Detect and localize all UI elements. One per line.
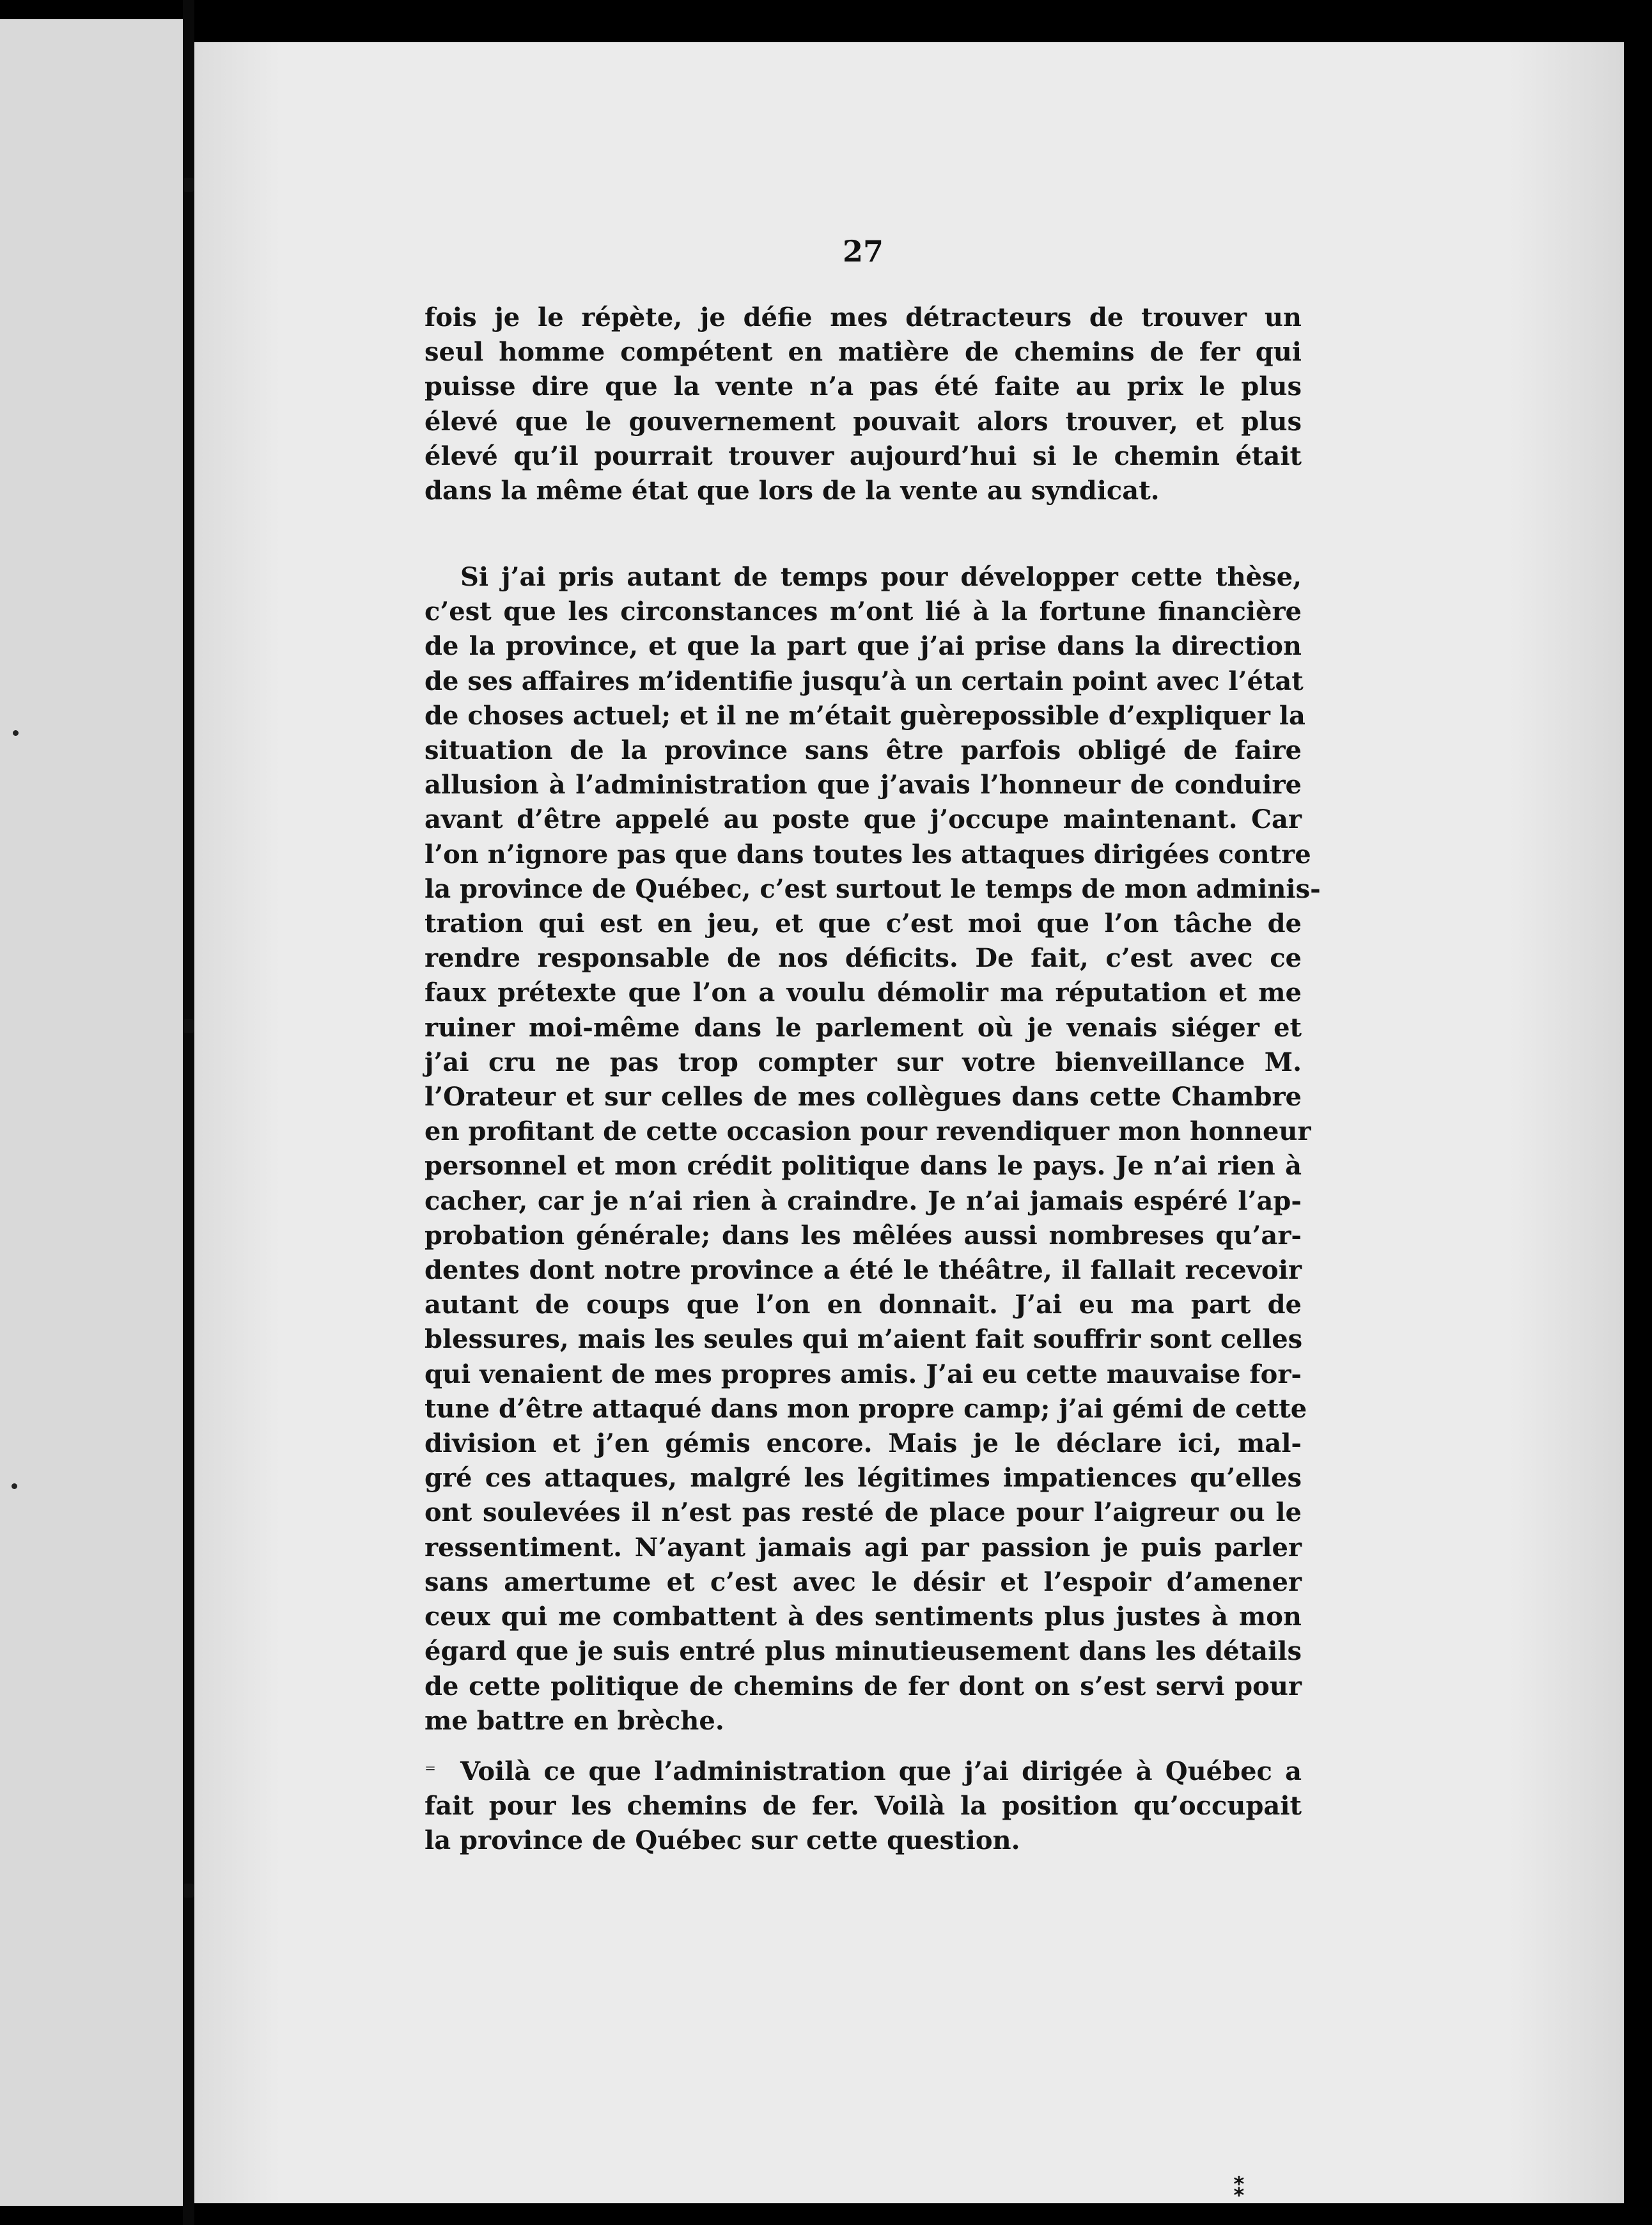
text-line: faux prétexte que l’on a voulu démolir ma réputation et me <box>425 978 1302 1008</box>
text-line: personnel et mon crédit politique dans le pays. Je n’ai rien à <box>425 1151 1302 1182</box>
text-line: la province de Québec sur cette question. <box>425 1825 1020 1856</box>
text-line: gré ces attaques, malgré les légitimes impatiences qu’elles <box>425 1463 1302 1494</box>
binding-mark <box>183 1019 194 1033</box>
text-line: seul homme compétent en matière de chemins de fer qui <box>425 337 1302 368</box>
margin-speck <box>13 730 19 736</box>
text-line: élevé que le gouvernement pouvait alors trouver, et plus <box>425 406 1302 437</box>
text-line: tune d’être attaqué dans mon propre camp; j’ai gémi de cette <box>425 1393 1307 1424</box>
text-line: dans la même état que lors de la vente au syndicat. <box>425 476 1160 506</box>
page-number: 27 <box>843 234 884 269</box>
ink-blot: ⁑ <box>1233 2173 1246 2203</box>
text-line: autant de coups que l’on en donnait. J’ai eu ma part de <box>425 1290 1302 1320</box>
text-line: Voilà ce que l’administration que j’ai dirigée à Québec a <box>460 1756 1302 1786</box>
text-line: Si j’ai pris autant de temps pour développer cette thèse, <box>460 562 1302 592</box>
text-line: j’ai cru ne pas trop compter sur votre bienveillance M. <box>425 1047 1302 1077</box>
text-line: qui venaient de mes propres amis. J’ai eu cette mauvaise for- <box>425 1359 1302 1389</box>
binding-mark <box>183 178 194 192</box>
paragraph-1 <box>425 301 1302 508</box>
text-line: tration qui est en jeu, et que c’est moi que l’on tâche de <box>425 909 1302 939</box>
text-line: ressentiment. N’ayant jamais agi par passion je puis parler <box>425 1532 1302 1563</box>
left-page-margin <box>0 19 183 2206</box>
page-gutter <box>183 0 194 2225</box>
text-line: ont soulevées il n’est pas resté de place pour l’aigreur ou le <box>425 1497 1302 1528</box>
text-line: probation générale; dans les mêlées aussi nombreses qu’ar- <box>425 1220 1302 1251</box>
text-line: blessures, mais les seules qui m’aient fait souffrir sont celles <box>425 1324 1303 1355</box>
text-line: de la province, et que la part que j’ai prise dans la direction <box>425 631 1302 662</box>
paragraph-3 <box>425 1754 1302 1859</box>
text-line: dentes dont notre province a été le théâtre, il fallait recevoir <box>425 1255 1302 1286</box>
text-line: de cette politique de chemins de fer dont on s’est servi pour <box>425 1671 1302 1701</box>
text-line: de ses affaires m’identifie jusqu’à un certain point avec l’état <box>425 666 1304 696</box>
text-line: égard que je suis entré plus minutieusement dans les détails <box>425 1636 1302 1667</box>
text-line: division et j’en gémis encore. Mais je le déclare ici, mal- <box>425 1428 1302 1459</box>
binding-mark <box>183 1884 194 1898</box>
text-line: en profitant de cette occasion pour revendiquer mon honneur <box>425 1116 1311 1147</box>
text-line: situation de la province sans être parfois obligé de faire <box>425 735 1302 766</box>
text-line: l’on n’ignore pas que dans toutes les attaques dirigées contre <box>425 839 1311 870</box>
text-line: cacher, car je n’ai rien à craindre. Je n’ai jamais espéré l’ap- <box>425 1185 1302 1216</box>
paragraph-2 <box>425 560 1321 1738</box>
text-line: c’est que les circonstances m’ont lié à la fortune financière <box>425 597 1302 627</box>
text-line: ceux qui me combattent à des sentiments plus justes à mon <box>425 1602 1302 1632</box>
text-line: sans amertume et c’est avec le désir et l’espoir d’amener <box>425 1566 1302 1597</box>
text-line: avant d’être appelé au poste que j’occupe maintenant. Car <box>425 804 1302 835</box>
text-line: allusion à l’administration que j’avais l’honneur de conduire <box>425 770 1302 800</box>
ink-smudge: ⁼ <box>425 1760 436 1785</box>
margin-speck <box>12 1483 17 1489</box>
text-line: de choses actuel; et il ne m’était guèrepossible d’expliquer la <box>425 700 1305 731</box>
text-line: la province de Québec, c’est surtout le temps de mon adminis- <box>425 873 1321 904</box>
text-line: l’Orateur et sur celles de mes collègues dans cette Chambre <box>425 1082 1302 1112</box>
text-line: puisse dire que la vente n’a pas été faite au prix le plus <box>425 371 1302 402</box>
text-line: rendre responsable de nos déficits. De fait, c’est avec ce <box>425 943 1302 974</box>
text-line: fait pour les chemins de fer. Voilà la position qu’occupait <box>425 1791 1302 1822</box>
text-line: me battre en brèche. <box>425 1705 724 1736</box>
text-line: ruiner moi-même dans le parlement où je venais siéger et <box>425 1012 1302 1043</box>
text-line: fois je le répète, je défie mes détracteurs de trouver un <box>425 302 1302 332</box>
text-line: élevé qu’il pourrait trouver aujourd’hui si le chemin était <box>425 441 1302 471</box>
